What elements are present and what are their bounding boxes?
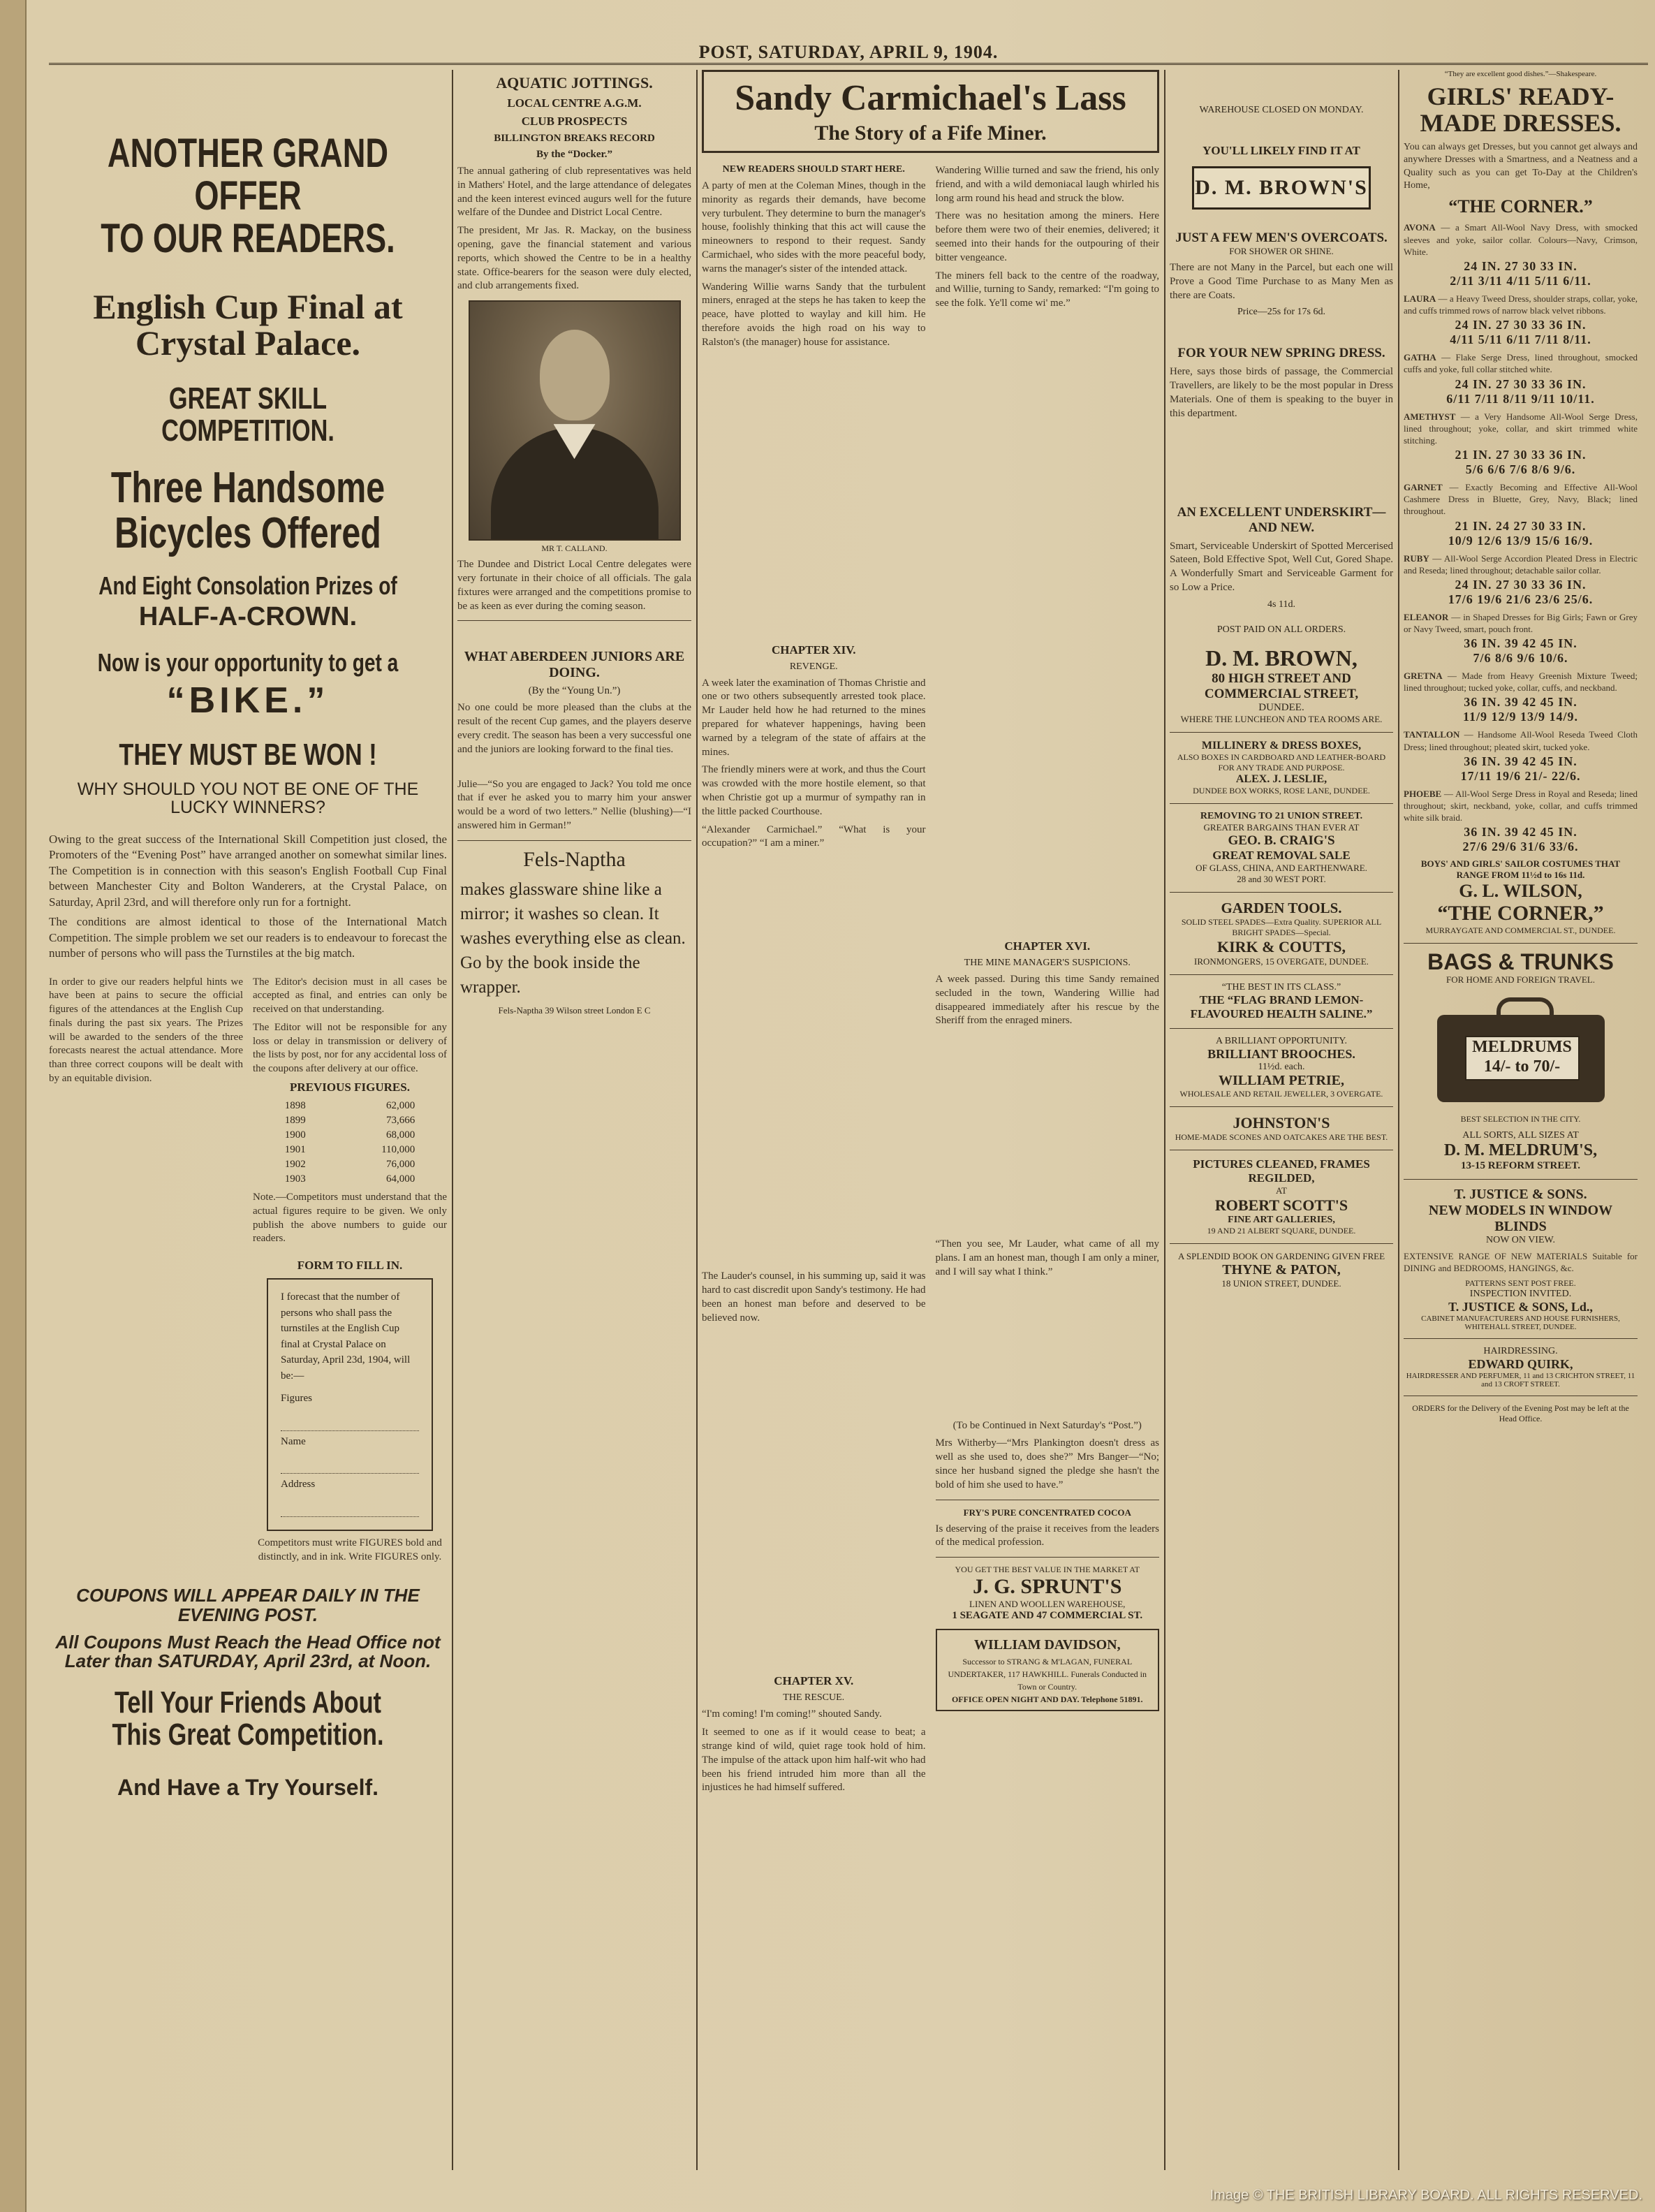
name-field[interactable] — [281, 1452, 419, 1474]
dress-prices: 27/6 29/6 31/6 33/6. — [1462, 840, 1579, 854]
dress-description: All-Wool Serge Dress in Royal and Reseda; lined throughout; skirt, neckband, yoke, collar, and cuffs trimmed white silk braid. — [1404, 788, 1638, 823]
name-field-label: Name — [281, 1435, 306, 1447]
johnston-body: HOME-MADE SCONES AND OATCAKES ARE THE BEST. — [1175, 1131, 1388, 1142]
story-paragraph: Wandering Willie turned and saw the friend, his only friend, and with a wild demoniacal laugh whirled his long arm round his head and struck the blow. — [935, 165, 1159, 204]
garden-tools-heading: GARDEN TOOLS. — [1221, 899, 1342, 916]
serial-story-column — [702, 70, 1159, 2163]
table-row: 1900 68,000 — [284, 1129, 415, 1141]
pictures-heading: PICTURES CLEANED, FRAMES REGILDED, — [1193, 1157, 1370, 1185]
inspection-invited: INSPECTION INVITED. — [1469, 1289, 1572, 1300]
davidson-ad-footer: OFFICE OPEN NIGHT AND DAY. Telephone 51891. — [951, 1694, 1143, 1705]
now-on-view: NOW ON VIEW. — [1486, 1234, 1555, 1245]
byline: By the “Docker.” — [536, 149, 613, 160]
brooches-heading: BRILLIANT BROOCHES. — [1207, 1046, 1355, 1061]
best-selection: BEST SELECTION IN THE CITY. — [1460, 1113, 1581, 1124]
figures-note: Note.—Competitors must understand that the actual figures require to be given. We only publish the above numbers to guide our readers. — [253, 1192, 447, 1245]
spring-dress-body: Here, says those birds of passage, the Commercial Travellers, are likely to be the most popular in Dress Materials. One of them is speaking to the buyer in this department. — [1170, 366, 1393, 419]
dress-sizes: 36 IN. 39 42 45 IN. — [1464, 825, 1577, 840]
column-rule — [1164, 70, 1165, 2170]
wilson-corner: “THE CORNER,” — [1437, 902, 1604, 925]
headline-bicycles: Three Handsome Bicycles Offered — [110, 464, 385, 558]
trunk-label: MELDRUMS 14/- to 70/- — [1465, 1036, 1580, 1081]
dress-description: Exactly Becoming and Effective All-Wool Cashmere Dress in Bluette, Grey, Navy, Black; lined throughout. — [1404, 482, 1638, 517]
serial-subtitle: The Story of a Fife Miner. — [814, 122, 1047, 145]
story-paragraph: The miners fell back to the centre of the roadway, and Willie, turning to Sandy, remarked: “I'm going to see the folk. Ye'll come wi' me.” — [935, 270, 1159, 309]
sports-column — [457, 70, 691, 2163]
dress-name: AMETHYST — [1404, 411, 1456, 422]
underskirt-price: 4s 11d. — [1267, 599, 1295, 610]
spring-dress-heading: FOR YOUR NEW SPRING DRESS. — [1177, 346, 1385, 361]
headline-cup-final: English Cup Final at Crystal Palace. — [93, 286, 403, 363]
dm-brown-name: D. M. BROWN, — [1205, 645, 1358, 671]
sprunt-ad-name: J. G. SPRUNT'S — [973, 1575, 1122, 1599]
sprunt-ad-address: 1 SEAGATE AND 47 COMMERCIAL ST. — [952, 1610, 1143, 1622]
byline: (By the “Young Un.”) — [528, 685, 621, 697]
quirk-address: HAIRDRESSER AND PERFUMER, 11 and 13 CRICHTON STREET, 11 and 13 CROFT STREET. — [1406, 1372, 1635, 1389]
local-centre-heading: LOCAL CENTRE A.G.M. — [507, 96, 642, 110]
tell-friends: Tell Your Friends About This Great Competition. — [112, 1685, 384, 1752]
petrie-name: WILLIAM PETRIE, — [1218, 1072, 1345, 1088]
warehouse-closed: WAREHOUSE CLOSED ON MONDAY. — [1199, 105, 1364, 115]
boxes-heading: MILLINERY & DRESS BOXES, — [1201, 739, 1362, 752]
dress-prices: 5/6 6/6 7/6 8/6 9/6. — [1465, 462, 1576, 477]
page-edge — [0, 0, 27, 2212]
previous-figures-table — [282, 1099, 418, 1187]
dm-brown-logo: D. M. BROWN'S — [1192, 166, 1371, 210]
article-paragraph: The president, Mr Jas. R. Mackay, on the business opening, gave the financial statement and various reports, which showed the Centre to be in a healthy state. Office-bearers for the season were duly elected, and club arrangements fixed. — [457, 225, 691, 292]
paragraph-editor-decision: The Editor's decision must in all cases be accepted as final, and entries can only be received on that understanding. — [253, 976, 447, 1016]
sprunt-ad-header: YOU GET THE BEST VALUE IN THE MARKET AT — [955, 1565, 1140, 1575]
chapter-subheading: THE MINE MANAGER'S SUSPICIONS. — [964, 957, 1131, 968]
table-row: 1898 62,000 — [284, 1100, 415, 1112]
overcoats-sub: FOR SHOWER OR SHINE. — [1229, 246, 1334, 256]
new-readers-heading: NEW READERS SHOULD START HERE. — [722, 164, 905, 175]
dress-description: Made from Heavy Greenish Mixture Tweed; lined throughout; tucked yoke, collar, cuffs, and neckband. — [1404, 671, 1638, 694]
likely-find-it: YOU'LL LIKELY FIND IT AT — [1202, 144, 1360, 157]
orders-note: ORDERS for the Delivery of the Evening Post may be left at the Head Office. — [1412, 1403, 1629, 1424]
trunk-illustration — [1430, 994, 1612, 1106]
dress-description: in Shaped Dresses for Big Girls; Fawn or Grey or Navy Tweed, smart, pouch front. — [1404, 611, 1638, 634]
serial-title: Sandy Carmichael's Lass — [735, 78, 1126, 118]
dress-prices: 2/11 3/11 4/11 5/11 6/11. — [1450, 273, 1591, 288]
coupons-deadline: All Coupons Must Reach the Head Office not Later than SATURDAY, April 23rd, at Noon. — [55, 1631, 441, 1672]
table-row: 1901 110,000 — [284, 1144, 415, 1156]
dress-sizes: 24 IN. 27 30 33 36 IN. — [1455, 318, 1587, 332]
dress-prices: 7/6 8/6 9/6 10/6. — [1473, 651, 1568, 666]
meldrum-address: 13-15 REFORM STREET. — [1461, 1159, 1580, 1171]
chapter-heading: CHAPTER XV. — [774, 1674, 854, 1688]
scott-name: ROBERT SCOTT'S — [1214, 1196, 1348, 1214]
removal-goods: OF GLASS, CHINA, AND EARTHENWARE. — [1196, 862, 1367, 873]
address-field[interactable] — [281, 1495, 419, 1517]
petrie-address: WHOLESALE AND RETAIL JEWELLER, 3 OVERGATE. — [1179, 1088, 1383, 1099]
gardening-book: A SPLENDID BOOK ON GARDENING GIVEN FREE — [1177, 1250, 1385, 1261]
kirk-coutts-address: IRONMONGERS, 15 OVERGATE, DUNDEE. — [1194, 955, 1369, 967]
headline-grand-offer: ANOTHER GRAND OFFER — [107, 131, 389, 219]
photo-caption: MR T. CALLAND. — [541, 543, 608, 554]
record-heading: BILLINGTON BREAKS RECORD — [494, 133, 655, 144]
best-in-class: “THE BEST IN ITS CLASS.” — [1221, 981, 1341, 993]
dress-name: PHOEBE — [1404, 788, 1442, 799]
column-rule — [1398, 70, 1399, 2170]
portrait-photo — [469, 300, 681, 541]
dress-sizes: 36 IN. 39 42 45 IN. — [1464, 754, 1577, 768]
dress-prices: 17/6 19/6 21/6 23/6 25/6. — [1448, 592, 1594, 606]
joke-paragraph: Julie—“So you are engaged to Jack? You told me once that if ever he asked you to marry him your answer would be a word of two letters.” Nellie (blushing)—“I answered him in German!” — [457, 778, 691, 831]
dress-sizes: 24 IN. 27 30 33 36 IN. — [1455, 376, 1587, 391]
dm-brown-address: 80 HIGH STREET AND COMMERCIAL STREET, — [1204, 671, 1359, 701]
column-rule — [696, 70, 698, 2170]
dress-name: GATHA — [1404, 352, 1436, 363]
story-paragraph: A party of men at the Coleman Mines, though in the minority as regards their demands, have become very turbulent. They determine to burn the manager's house, foolishly thinking that this act will cause the mineowners to respond to their request. Sandy Carmichael, who sides with the more peaceful body, warns the manager's sister of the intended attack. — [702, 180, 926, 274]
dress-prices: 4/11 5/11 6/11 7/11 8/11. — [1450, 332, 1591, 347]
coupons-daily: COUPONS WILL APPEAR DAILY IN THE EVENING POST. — [76, 1585, 420, 1625]
dress-name: GRETNA — [1404, 671, 1443, 682]
chapter-subheading: REVENGE. — [789, 661, 838, 672]
fels-naptha-address: Fels-Naptha 39 Wilson street London E C — [498, 1004, 651, 1016]
fels-naptha-body: makes glassware shine like a mirror; it washes so clean. It washes everything else as clean. Go by the book inside the wrapper. — [460, 879, 686, 997]
story-paragraph: “Then you see, Mr Lauder, what came of all my plans. I am an honest man, though I am only a miner, and I will say what I think.” — [935, 1238, 1159, 1277]
figures-field[interactable] — [281, 1409, 419, 1431]
leslie-name: ALEX. J. LESLIE, — [1235, 772, 1327, 785]
dresses-intro: You can always get Dresses, but you cannot get always and anywhere Dresses with a Smartness, and a Neatness and a Quality such as you can get To-Day at the Children's Home, — [1404, 141, 1638, 191]
thyne-paton-address: 18 UNION STREET, DUNDEE. — [1221, 1277, 1341, 1289]
dresses-column — [1404, 70, 1638, 2163]
headline-readers: TO OUR READERS. — [101, 215, 395, 261]
headline-skill: GREAT SKILL COMPETITION. — [161, 381, 334, 448]
justice-name: T. JUSTICE & SONS. — [1454, 1186, 1587, 1202]
dress-item: GARNET — Exactly Becoming and Effective All-Wool Cashmere Dress in Bluette, Grey, Navy, Black; lined throughout. 21 IN. 24 27 30 33 IN. 10/9 12/6 13/9 15/6 16/9. — [1404, 482, 1638, 548]
overcoats-heading: JUST A FEW MEN'S OVERCOATS. — [1175, 230, 1388, 245]
justice-ltd: T. JUSTICE & SONS, Ld., — [1448, 1300, 1593, 1314]
dress-name: GARNET — [1404, 482, 1443, 493]
fels-naptha-title: Fels-Naptha — [523, 847, 626, 871]
advertisements-column — [1170, 70, 1393, 2163]
overcoats-body: There are not Many in the Parcel, but each one will Prove a Good Time Purchase to as Many Men as there are Coats. — [1170, 262, 1393, 301]
dress-prices: 6/11 7/11 8/11 9/11 10/11. — [1446, 391, 1595, 406]
story-paragraph: The Lauder's counsel, in his summing up, said it was hard to cast discredit upon Sandy's testimony. He had been an honest man before and deserved to be believed now. — [702, 1270, 926, 1324]
dress-item: ELEANOR — in Shaped Dresses for Big Girls; Fawn or Grey or Navy Tweed, smart, pouch front. 36 IN. 39 42 45 IN. 7/6 8/6 9/6 10/6. — [1404, 611, 1638, 666]
dress-sizes: 21 IN. 24 27 30 33 IN. — [1455, 518, 1587, 533]
story-paragraph: A week later the examination of Thomas Christie and one or two others subsequently arrested took place. Mr Lauder held how he had returned to the mines prepared for whatever happenings, having been warned by a telegram of the state of affairs at the mines. — [702, 677, 926, 758]
headline-bike: “BIKE.” — [166, 680, 330, 721]
cocoa-ad-body: Is deserving of the praise it receives from the leaders of the medical profession. — [935, 1523, 1159, 1548]
story-paragraph: Wandering Willie warns Sandy that the turbulent miners, enraged at the steps he has taken to keep the peace, have plotted to waylay and kill him. He therefore avoids the high road on his way to Ralston's (the manager) house for assistance. — [702, 281, 926, 348]
dm-brown-city: DUNDEE. — [1258, 701, 1304, 713]
story-paragraph: “Alexander Carmichael.” “What is your occupation?” “I am a miner.” — [702, 823, 926, 849]
craig-name: GEO. B. CRAIG'S — [1228, 833, 1335, 848]
window-blinds: NEW MODELS IN WINDOW BLINDS — [1428, 1202, 1613, 1234]
girls-dresses-heading: GIRLS' READY-MADE DRESSES. — [1420, 82, 1621, 137]
dress-item: PHOEBE — All-Wool Serge Dress in Royal and Reseda; lined throughout; skirt, neckband, yoke, collar, and cuffs trimmed white silk braid. 36 IN. 39 42 45 IN. 27/6 29/6 31/6 33/6. — [1404, 788, 1638, 854]
dress-description: Handsome All-Wool Reseda Tweed Cloth Dress; lined throughout; pleated skirt, tucked yoke. — [1404, 729, 1638, 752]
headline-why-not: WHY SHOULD YOU NOT BE ONE OF THE LUCKY WINNERS? — [77, 779, 419, 817]
try-yourself: And Have a Try Yourself. — [117, 1774, 379, 1800]
form-footer: Competitors must write FIGURES bold and distinctly, and in ink. Write FIGURES only. — [258, 1537, 442, 1562]
article-paragraph: The annual gathering of club representatives was held in Mathers' Hotel, and the large attendance of delegates and the keen interest evinced augurs well for the future welfare of the Dundee and District Local Centre. — [457, 166, 691, 219]
sprunt-ad-sub: LINEN AND WOOLLEN WAREHOUSE, — [969, 1599, 1126, 1610]
headline-must-be-won: THEY MUST BE WON ! — [119, 738, 377, 772]
aquatic-heading: AQUATIC JOTTINGS. — [496, 74, 653, 91]
paragraph-editor-responsibility: The Editor will not be responsible for any loss or delay in transmission or delivery of the lists by post, nor for any accidental loss of the coupons after delivery at our office. — [253, 1021, 447, 1075]
paragraph-rules: In order to give our readers helpful hints we have been at pains to secure the official figures of the attendances at the English Cup finals during the past six years. The Prizes will be awarded to the senders of the three forecasts nearest the actual attendance. More than three correct coupons will be dealt with by an equitable division. — [49, 976, 243, 1085]
garden-tools-body: SOLID STEEL SPADES—Extra Quality. SUPERIOR ALL BRIGHT SPADES—Special. — [1181, 916, 1382, 937]
dress-item: AVONA — a Smart All-Wool Navy Dress, with smocked sleeves and yoke, sailor collar. Colours—Navy, Crimson, White. 24 IN. 27 30 33 IN. 2/11 3/11 4/11 5/11 6/11. — [1404, 222, 1638, 288]
scott-galleries: FINE ART GALLERIES, — [1228, 1214, 1335, 1225]
aberdeen-heading: WHAT ABERDEEN JUNIORS ARE DOING. — [464, 649, 685, 681]
dress-prices: 17/11 19/6 21/- 22/6. — [1460, 768, 1581, 783]
dress-item: LAURA — a Heavy Tweed Dress, shoulder straps, collar, yoke, and cuffs trimmed rows of narrow black velvet ribbons. 24 IN. 27 30 33 36 IN. 4/11 5/11 6/11 7/11 8/11. — [1404, 293, 1638, 347]
story-paragraph: The friendly miners were at work, and thus the Court was crowded with the more hostile element, so that when Christie got up a murmur of sympathy ran in the little packed Courthouse. — [702, 764, 926, 817]
dress-name: LAURA — [1404, 293, 1436, 304]
story-paragraph: There was no hesitation among the miners. Here before them were two of their enemies, delivered; it seemed into their hands for the outpouring of their bitter vengeance. — [935, 210, 1159, 263]
previous-figures-title: PREVIOUS FIGURES. — [290, 1081, 410, 1094]
table-row: 1903 64,000 — [284, 1173, 415, 1185]
dress-sizes: 36 IN. 39 42 45 IN. — [1464, 636, 1577, 651]
patterns-free: PATTERNS SENT POST FREE. — [1465, 1278, 1576, 1289]
davidson-ad-name: WILLIAM DAVIDSON, — [973, 1637, 1121, 1653]
dress-prices: 11/9 12/9 13/9 14/9. — [1462, 710, 1578, 724]
paragraph-intro: Owing to the great success of the International Skill Competition just closed, the Promoters of the “Evening Post” have arranged another on somewhat similar lines. The Competition is in connection with this season's English Football Cup Final between Manchester City and Bolton Wanderers, at the Crystal Palace, on Saturday, April 23rd, and will therefore only run for a fortnight. — [49, 833, 447, 909]
bags-trunks-heading: BAGS & TRUNKS — [1427, 949, 1614, 975]
leslie-address: DUNDEE BOX WORKS, ROSE LANE, DUNDEE. — [1193, 785, 1370, 796]
meldrum-name: D. M. MELDRUM'S, — [1443, 1141, 1598, 1159]
dm-brown-tea-rooms: WHERE THE LUNCHEON AND TEA ROOMS ARE. — [1180, 713, 1383, 724]
dress-description: a Heavy Tweed Dress, shoulder straps, collar, yoke, and cuffs trimmed rows of narrow black velvet ribbons. — [1404, 293, 1638, 316]
justice-address: CABINET MANUFACTURERS AND HOUSE FURNISHERS, WHITEHALL STREET, DUNDEE. — [1421, 1314, 1620, 1332]
story-paragraph: “I'm coming! I'm coming!” shouted Sandy. — [702, 1708, 882, 1720]
brooches-price: 11½d. each. — [1258, 1061, 1305, 1072]
story-paragraph: It seemed to one as if it would cease to beat; a strange kind of wild, quiet rage took hold of him. The impulse of the attack upon him half-wit who had been his friend intruded him more than all the injustices he had himself suffered. — [702, 1727, 926, 1794]
quirk-name: EDWARD QUIRK, — [1468, 1357, 1573, 1372]
dress-item: GRETNA — Made from Heavy Greenish Mixture Tweed; lined throughout; tucked yoke, collar, cuffs, and neckband. 36 IN. 39 42 45 IN. 11/9 12/9 13/9 14/9. — [1404, 671, 1638, 724]
dress-sizes: 24 IN. 27 30 33 IN. — [1464, 258, 1577, 273]
paragraph-conditions: The conditions are almost identical to those of the International Match Competition. The simple problem we set our readers is to endeavour to forecast the number of persons who will pass the Turnstiles at the big match. — [49, 915, 447, 960]
chapter-subheading: THE RESCUE. — [783, 1692, 845, 1704]
removal-heading: REMOVING TO 21 UNION STREET. — [1200, 810, 1363, 821]
underskirt-heading: AN EXCELLENT UNDERSKIRT—AND NEW. — [1177, 504, 1386, 535]
all-sorts: ALL SORTS, ALL SIZES AT — [1462, 1129, 1579, 1141]
dress-sizes: 24 IN. 27 30 33 36 IN. — [1455, 577, 1587, 592]
image-credit: Image © THE BRITISH LIBRARY BOARD. ALL RIGHTS RESERVED. — [1209, 2188, 1642, 2203]
dress-item: TANTALLON — Handsome All-Wool Reseda Tweed Cloth Dress; lined throughout; pleated skirt, tucked yoke. 36 IN. 39 42 45 IN. 17/11 19/6 21/- 22/6. — [1404, 729, 1638, 783]
pictures-at: AT — [1276, 1185, 1287, 1196]
shakespeare-quote: “They are excellent good dishes.”—Shakespeare. — [1444, 70, 1597, 78]
dress-sizes: 36 IN. 39 42 45 IN. — [1464, 695, 1577, 710]
chapter-heading: CHAPTER XVI. — [1004, 939, 1091, 953]
saline-heading: THE “FLAG BRAND LEMON-FLAVOURED HEALTH SALINE.” — [1190, 993, 1373, 1020]
masthead: POST, SATURDAY, APRIL 9, 1904. — [49, 42, 1648, 65]
form-text: I forecast that the number of persons who shall pass the turnstiles at the English Cup final at Crystal Palace on Saturday, April 23d, 1904, will be:— — [281, 1291, 411, 1382]
article-paragraph: The Dundee and District Local Centre delegates were very fortunate in their choice of all officials. The gala fixtures were arranged and the competitions promise to be as keen as ever during the coming season. — [457, 559, 691, 612]
serial-title-box — [702, 70, 1159, 153]
wilson-address: MURRAYGATE AND COMMERCIAL ST., DUNDEE. — [1425, 925, 1616, 936]
chapter-heading: CHAPTER XIV. — [771, 643, 856, 657]
figures-field-label: Figures — [281, 1393, 312, 1405]
column-rule — [452, 70, 453, 2170]
dress-item: RUBY — All-Wool Serge Accordion Pleated Dress in Electric and Reseda; lined throughout; detachable sailor collar. 24 IN. 27 30 33 36 IN. 17/6 19/6 21/6 23/6 25/6. — [1404, 552, 1638, 606]
competition-column — [49, 70, 447, 2163]
brilliant-opportunity: A BRILLIANT OPPORTUNITY. — [1215, 1035, 1348, 1046]
to-be-continued: (To be Continued in Next Saturday's “Post.”) — [952, 1419, 1142, 1431]
dress-list — [1404, 221, 1638, 854]
sailor-costumes: BOYS' AND GIRLS' SAILOR COSTUMES THAT RANGE FROM 11½d to 16s 11d. — [1420, 858, 1621, 881]
dress-description: All-Wool Serge Accordion Pleated Dress in Electric and Reseda; lined throughout; detachable sailor collar. — [1404, 552, 1638, 576]
headline-opportunity: Now is your opportunity to get a — [97, 647, 399, 677]
dress-sizes: 21 IN. 27 30 33 36 IN. — [1455, 448, 1587, 462]
underskirt-body: Smart, Serviceable Underskirt of Spotted Mercerised Sateen, Bold Effective Spot, Well Cut, Gored Shape. A Wonderfully Smart and Serviceable Garment for so Low a Price. — [1170, 540, 1393, 593]
article-paragraph: No one could be more pleased than the clubs at the result of the recent Cup games, and the players deserve every credit. The season has been a very successful one and the juniors are looking forward to the final ties. — [457, 702, 691, 755]
dress-item: GATHA — Flake Serge Dress, lined throughout, smocked cuffs and yoke, full collar stitched white. 24 IN. 27 30 33 36 IN. 6/11 7/11 8/11 9/11 10/11. — [1404, 352, 1638, 406]
dress-name: TANTALLON — [1404, 729, 1460, 740]
dress-name: ELEANOR — [1404, 611, 1449, 622]
table-row: 1899 73,666 — [284, 1115, 415, 1127]
hairdressing-heading: HAIRDRESSING. — [1483, 1346, 1558, 1357]
story-paragraph: A week passed. During this time Sandy remained secluded in the town, Wandering Willie had disappeared immediately after his rescue by the Sheriff from the enraged miners. — [935, 973, 1159, 1027]
joke-paragraph: Mrs Witherby—“Mrs Plankington doesn't dress as well as she used to, does she?” Mrs Banger—“No; since her husband signed the pledge she hasn't the bold of him she used to have.” — [935, 1437, 1159, 1490]
thyne-paton-name: THYNE & PATON, — [1222, 1261, 1341, 1277]
scott-address: 19 AND 21 ALBERT SQUARE, DUNDEE. — [1207, 1225, 1356, 1236]
cocoa-ad-title: FRY'S PURE CONCENTRATED COCOA — [963, 1507, 1131, 1518]
dress-prices: 10/9 12/6 13/9 15/6 16/9. — [1448, 533, 1594, 548]
form-title: FORM TO FILL IN. — [297, 1259, 403, 1273]
table-row: 1902 76,000 — [284, 1159, 415, 1171]
headline-consolation: And Eight Consolation Prizes of — [98, 571, 397, 601]
dress-description: a Very Handsome All-Wool Serge Dress, lined throughout; yoke, collar, and skirt trimmed white stitching. — [1404, 411, 1638, 446]
the-corner: “THE CORNER.” — [1448, 196, 1593, 217]
post-paid: POST PAID ON ALL ORDERS. — [1216, 624, 1346, 635]
removal-address: 28 and 30 WEST PORT. — [1237, 873, 1326, 884]
dress-description: a Smart All-Wool Navy Dress, with smocked sleeves and yoke, sailor collar. Colours—Navy, Crimson, White. — [1404, 222, 1638, 257]
removal-sale: GREAT REMOVAL SALE — [1212, 848, 1351, 862]
removal-sub: GREATER BARGAINS THAN EVER AT — [1203, 821, 1360, 833]
dress-item: AMETHYST — a Very Handsome All-Wool Serge Dress, lined throughout; yoke, collar, and skirt trimmed white stitching. 21 IN. 27 30 33 36 IN. 5/6 6/6 7/6 8/6 9/6. — [1404, 411, 1638, 477]
overcoats-price: Price—25s for 17s 6d. — [1237, 307, 1325, 318]
kirk-coutts-name: KIRK & COUTTS, — [1217, 937, 1346, 955]
boxes-body: ALSO BOXES IN CARDBOARD AND LEATHER-BOARD FOR ANY TRADE AND PURPOSE. — [1177, 752, 1386, 772]
dress-name: RUBY — [1404, 552, 1429, 564]
entry-form[interactable] — [267, 1278, 433, 1531]
club-prospects-heading: CLUB PROSPECTS — [521, 115, 628, 128]
dress-name: AVONA — [1404, 222, 1436, 233]
davidson-ad-body: Successor to STRANG & M'LAGAN, FUNERAL UNDERTAKER, 117 HAWKHILL. Funerals Conducted in Town or Country. — [948, 1657, 1147, 1692]
wilson-name: G. L. WILSON, — [1459, 881, 1582, 902]
bags-trunks-sub: FOR HOME AND FOREIGN TRAVEL. — [1446, 974, 1595, 985]
headline-half-crown: HALF-A-CROWN. — [138, 602, 358, 632]
dress-description: Flake Serge Dress, lined throughout, smocked cuffs and yoke, full collar stitched white. — [1404, 352, 1638, 375]
materials-range: EXTENSIVE RANGE OF NEW MATERIALS Suitable for DINING and BEDROOMS, HANGINGS, &c. — [1404, 1250, 1638, 1273]
johnston-name: JOHNSTON'S — [1233, 1113, 1330, 1131]
address-field-label: Address — [281, 1479, 316, 1490]
